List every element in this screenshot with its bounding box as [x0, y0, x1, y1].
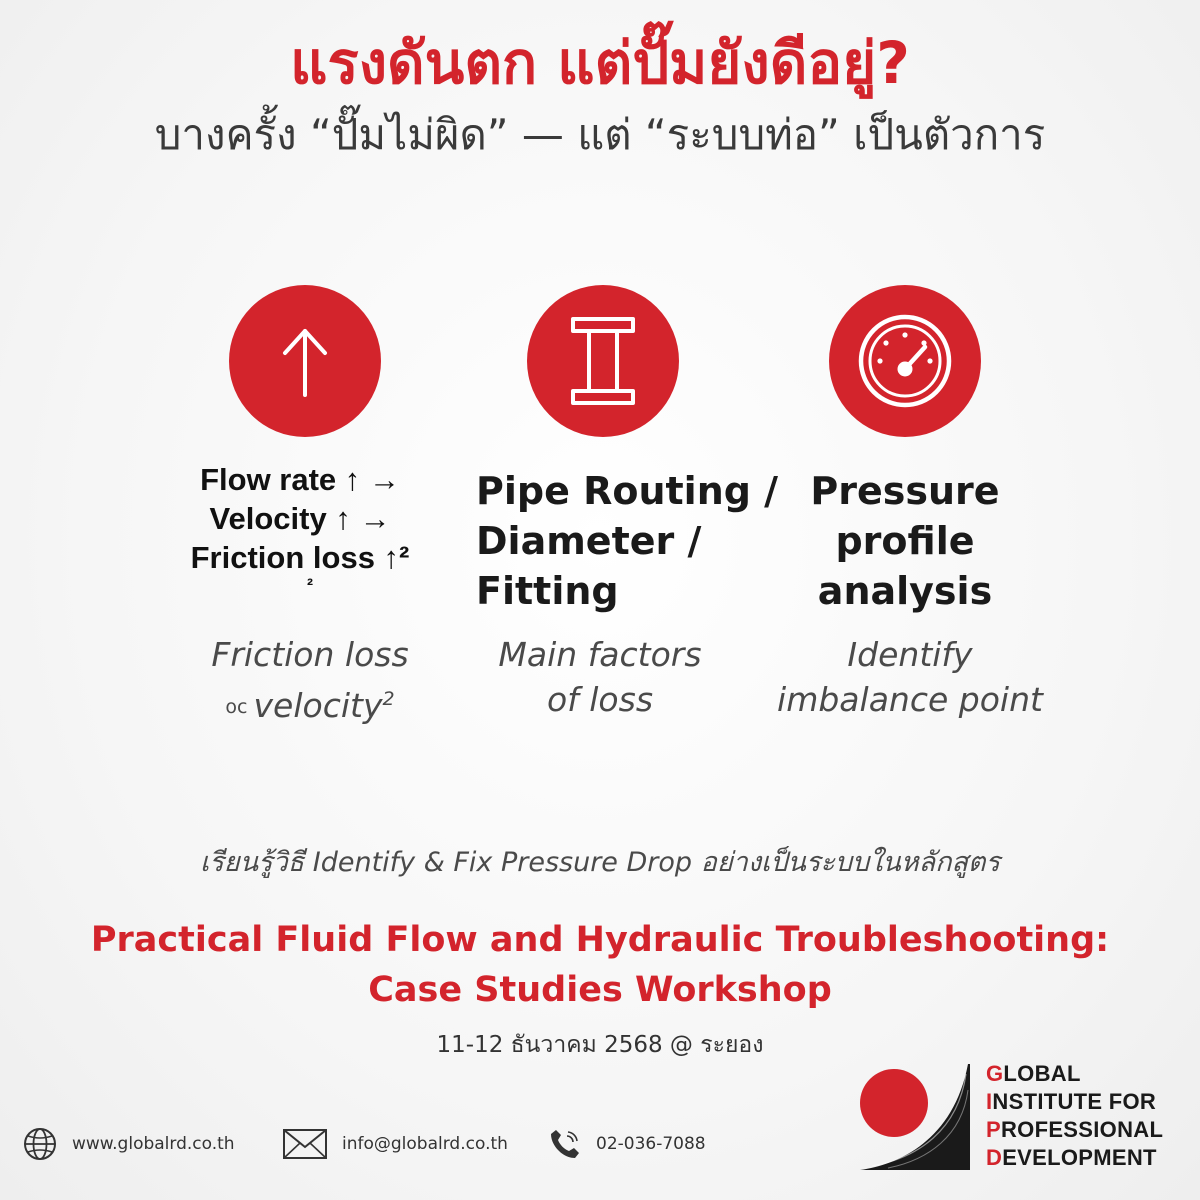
logo-line	[986, 1088, 1163, 1116]
logo-line	[986, 1116, 1163, 1144]
identify-imbalance-caption	[760, 632, 1060, 722]
phone-number[interactable]: 02-036-7088	[596, 1134, 706, 1154]
course-title-line: Case Studies Workshop	[368, 970, 832, 1010]
caption-line: Friction loss	[211, 635, 409, 674]
logo-initial: P	[986, 1117, 1001, 1142]
subheadline: บางครั้ง “ปั๊มไม่ผิด” — แต่ “ระบบท่อ” เป็นตัวการ	[154, 110, 1046, 159]
logo-initial: I	[986, 1089, 993, 1114]
email-link[interactable]: info@globalrd.co.th	[342, 1134, 508, 1154]
title-line: analysis	[817, 569, 993, 613]
pipe-icon	[567, 313, 639, 409]
caption-line: Main factors	[498, 635, 702, 674]
title-line: Diameter /	[476, 519, 702, 563]
caption-line: imbalance point	[777, 680, 1043, 719]
friction-loss-caption	[160, 632, 460, 730]
arrow-up-icon	[275, 321, 335, 401]
logo-line	[986, 1144, 1163, 1172]
course-title-line: Practical Fluid Flow and Hydraulic Troubleshooting:	[90, 920, 1110, 960]
caption-line: Identify	[847, 635, 973, 674]
title-line: Flow rate ↑ →	[200, 462, 400, 497]
caption-superscript: 2	[382, 688, 395, 710]
course-title	[0, 915, 1200, 1015]
logo-initial: D	[986, 1145, 1003, 1170]
headline: แรงดันตก แต่ปั๊มยังดีอยู่?	[290, 29, 910, 97]
logo-word: EVELOPMENT	[1002, 1145, 1157, 1170]
main-factors-caption	[450, 632, 750, 722]
course-date: 11-12 ธันวาคม 2568 @ ระยอง	[436, 1032, 764, 1058]
title-line: Fitting	[476, 569, 619, 613]
learn-tagline: เรียนรู้วิธี Identify & Fix Pressure Drop อย่างเป็นระบบในหลักสูตร	[200, 847, 1000, 878]
title-line: profile	[835, 519, 975, 563]
caption-line	[160, 677, 460, 730]
logo-word: NSTITUTE FOR	[992, 1089, 1157, 1114]
logo-word: LOBAL	[1003, 1061, 1081, 1086]
pipe-routing-title	[476, 466, 779, 616]
pressure-profile-title	[755, 466, 1055, 616]
logo-initial: G	[986, 1061, 1004, 1086]
flow-rate-title	[130, 460, 470, 577]
pressure-gauge-icon	[855, 311, 955, 411]
pressure-profile-badge	[829, 285, 981, 437]
institute-logo-text	[986, 1060, 1163, 1172]
institute-logo-mark	[858, 1060, 978, 1176]
title-line: Velocity ↑ →	[209, 501, 391, 536]
logo-word: ROFESSIONAL	[1000, 1117, 1164, 1142]
title-line: Friction loss ↑²	[190, 540, 410, 575]
website-link[interactable]: www.globalrd.co.th	[72, 1134, 235, 1154]
caption-line: of loss	[546, 680, 654, 719]
caption-word: velocity	[253, 686, 383, 725]
logo-line	[986, 1060, 1163, 1088]
envelope-icon	[282, 1128, 328, 1160]
title-line: Pipe Routing /	[476, 469, 779, 513]
phone-icon	[548, 1127, 582, 1161]
flow-rate-badge	[229, 285, 381, 437]
phone-contact[interactable]	[548, 1126, 706, 1162]
proportional-symbol: oc	[225, 696, 248, 718]
title-line: Pressure	[810, 469, 1000, 513]
email-contact[interactable]	[282, 1126, 508, 1162]
globe-icon	[22, 1126, 58, 1162]
pipe-routing-badge	[527, 285, 679, 437]
website-contact[interactable]	[22, 1126, 235, 1162]
superscript-mark: ²	[307, 575, 313, 595]
